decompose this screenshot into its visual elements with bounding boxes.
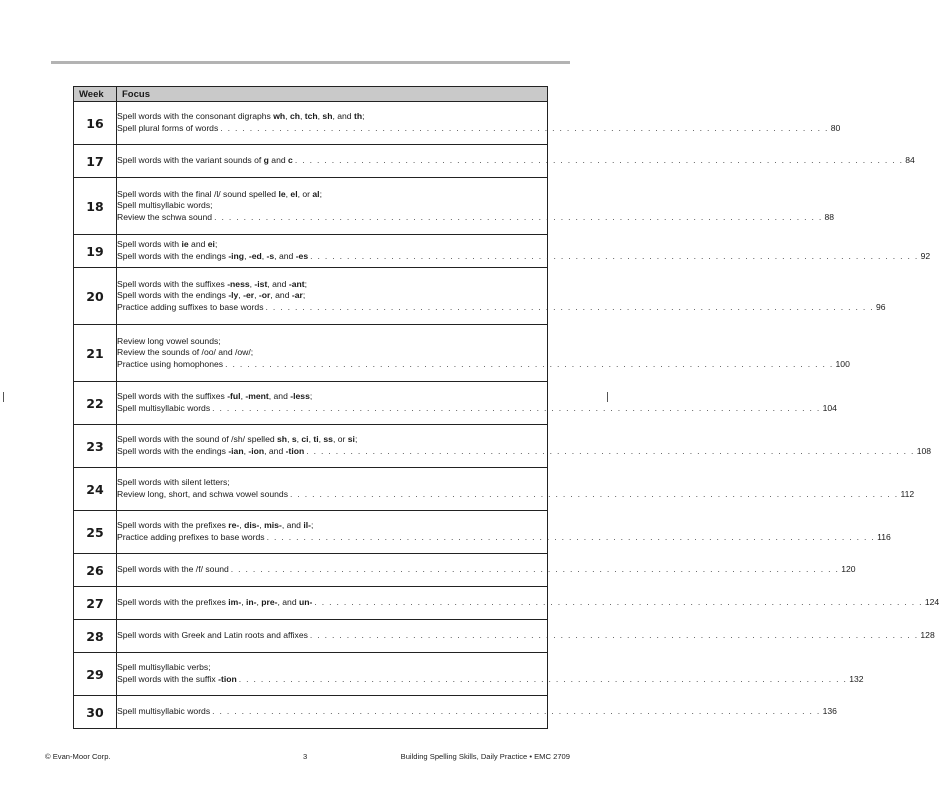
focus-line: [117, 200, 547, 212]
table-row: [74, 268, 548, 325]
focus-line-with-page: [117, 211, 835, 224]
focus-text: [117, 446, 304, 458]
week-number: 18: [74, 178, 117, 235]
text-run: Review the schwa sound: [117, 211, 213, 222]
bold-term: sh: [277, 434, 288, 445]
focus-text: [117, 251, 308, 263]
text-run: Spell words with the variant sounds of: [117, 155, 264, 166]
text-run: , and: [281, 520, 304, 531]
bold-term: -ian: [228, 446, 244, 456]
table-row: [74, 653, 548, 696]
text-run: Spell words with the sound of /sh/ spelled: [117, 434, 278, 445]
page-number: 104: [822, 403, 837, 413]
text-run: Spell multisyllabic words: [117, 706, 211, 717]
text-run: ,: [256, 597, 262, 608]
text-run: and: [268, 155, 289, 166]
bold-term: -ment: [245, 391, 269, 402]
focus-text: [117, 674, 237, 686]
text-run: Spell words with the endings: [117, 290, 229, 301]
table-row: [74, 587, 548, 620]
text-run: Spell words with the endings: [117, 446, 229, 456]
dot-leader: . . . . . . . . . . . . . . . . . . . . . . . . . . . . . . . . . . . . . . . . . . . . . . . . . . . . . . . . . . . . . . . . . . . . . . . . . . . . . . . . . . .: [309, 630, 919, 641]
focus-cell: [117, 235, 931, 268]
text-run: ,: [261, 251, 267, 261]
dot-leader: . . . . . . . . . . . . . . . . . . . . . . . . . . . . . . . . . . . . . . . . . . . . . . . . . . . . . . . . . . . . . . . . . . . . . . . . . . . . . . . . . . .: [294, 155, 904, 166]
dot-leader: . . . . . . . . . . . . . . . . . . . . . . . . . . . . . . . . . . . . . . . . . . . . . . . . . . . . . . . . . . . . . . . . . . . . . . . . . . . . . . . . . . .: [230, 564, 840, 575]
week-number: 25: [74, 511, 117, 554]
bold-term: s: [291, 434, 297, 445]
dot-leader: . . . . . . . . . . . . . . . . . . . . . . . . . . . . . . . . . . . . . . . . . . . . . . . . . . . . . . . . . . . . . . . . . . . . . . . . . . . . . . . . . . .: [310, 251, 919, 261]
week-number: 16: [74, 102, 117, 145]
text-run: ,: [299, 111, 305, 122]
page-number: 96: [875, 301, 886, 312]
bold-term: -or: [258, 290, 271, 301]
table-row: [74, 425, 548, 468]
text-run: Spell words with Greek and Latin roots and affixes: [117, 630, 308, 641]
focus-cell: [117, 554, 856, 587]
table-row: [74, 511, 548, 554]
table-row: [74, 696, 548, 729]
text-run: Spell words with the prefixes: [117, 597, 229, 608]
page-number: 124: [924, 597, 939, 608]
table-row: [74, 102, 548, 145]
dot-leader: . . . . . . . . . . . . . . . . . . . . . . . . . . . . . . . . . . . . . . . . . . . . . . . . . . . . . . . . . . . . . . . . . . . . . . . . . . . . . . . . . . .: [314, 597, 923, 608]
focus-line-with-page: [117, 674, 864, 686]
text-run: Practice using homophones: [117, 358, 224, 369]
focus-column-header: Focus: [117, 87, 548, 102]
focus-text: [117, 212, 212, 224]
bold-term: im-: [228, 597, 242, 608]
focus-line-with-page: [117, 489, 915, 501]
text-run: ;: [362, 111, 365, 122]
text-run: ,: [317, 111, 323, 122]
week-number: 28: [74, 620, 117, 653]
text-run: Spell words with the suffix: [117, 674, 219, 684]
focus-cell: [117, 511, 891, 554]
text-run: Spell words with the consonant digraphs: [117, 111, 274, 122]
crop-mark-right: [607, 392, 608, 402]
focus-line-with-page: [117, 532, 891, 544]
bold-term: -es: [295, 251, 309, 261]
bold-term: -ant: [288, 278, 305, 289]
bold-term: ei: [207, 239, 215, 250]
focus-line: [117, 477, 547, 489]
focus-line-with-page: [117, 403, 837, 415]
focus-cell: [117, 587, 939, 620]
text-run: Spell multisyllabic verbs;: [117, 662, 211, 673]
footer-book-title: Building Spelling Skills, Daily Practice • EMC 2709: [400, 752, 570, 761]
text-run: Spell words with the suffixes: [117, 278, 228, 289]
bold-term: -less: [290, 391, 310, 402]
bold-term: wh: [273, 111, 286, 122]
table-header-row: [74, 87, 548, 102]
focus-line: [117, 347, 547, 359]
week-number: 26: [74, 554, 117, 587]
text-run: , and: [264, 446, 286, 456]
bold-term: -ion: [248, 446, 265, 456]
text-run: ;: [309, 391, 313, 402]
footer-page-number: 3: [303, 752, 308, 761]
bold-term: -ful: [227, 391, 241, 402]
page-number: 132: [849, 674, 864, 684]
focus-line-with-page: [117, 358, 850, 371]
dot-leader: . . . . . . . . . . . . . . . . . . . . . . . . . . . . . . . . . . . . . . . . . . . . . . . . . . . . . . . . . . . . . . . . . . . . . . . . . . . . . . . . . . .: [306, 446, 915, 456]
page-number: 116: [877, 532, 891, 542]
focus-text: [117, 706, 210, 718]
focus-cell: [117, 620, 935, 653]
focus-cell: [117, 653, 864, 696]
footer-copyright: © Evan-Moor Corp.: [45, 752, 111, 761]
week-number: 21: [74, 325, 117, 382]
bold-term: -ly: [228, 290, 239, 301]
bold-term: -ness: [227, 278, 250, 289]
dot-leader: . . . . . . . . . . . . . . . . . . . . . . . . . . . . . . . . . . . . . . . . . . . . . . . . . . . . . . . . . . . . . . . . . . . . . . . . . . . . . . . . . . .: [212, 403, 821, 413]
focus-line: [117, 520, 547, 532]
text-run: , and: [270, 290, 292, 301]
text-run: ,: [239, 520, 245, 531]
page-number: 108: [916, 446, 932, 456]
dot-leader: . . . . . . . . . . . . . . . . . . . . . . . . . . . . . . . . . . . . . . . . . . . . . . . . . . . . . . . . . . . . . . . . . . . . . . . . . . . . . . . . . . .: [220, 123, 829, 133]
text-run: ,: [254, 290, 259, 301]
text-run: ;: [214, 239, 218, 250]
text-run: , or: [332, 434, 348, 445]
top-rule: [51, 61, 570, 64]
table-row: [74, 145, 548, 178]
week-number: 22: [74, 382, 117, 425]
focus-cell: [117, 468, 915, 511]
focus-line: [117, 290, 547, 302]
week-number: 24: [74, 468, 117, 511]
bold-term: dis-: [244, 520, 260, 531]
text-run: ;: [310, 520, 314, 531]
dot-leader: . . . . . . . . . . . . . . . . . . . . . . . . . . . . . . . . . . . . . . . . . . . . . . . . . . . . . . . . . . . . . . . . . . . . . . . . . . . . . . . . . . .: [212, 706, 821, 717]
bold-term: ti: [313, 434, 319, 445]
focus-line-with-page: [117, 123, 841, 135]
text-run: ,: [287, 434, 292, 445]
text-run: ,: [296, 434, 302, 445]
text-run: ,: [244, 251, 249, 261]
bold-term: sh: [322, 111, 333, 122]
text-run: Review long vowel sounds;: [117, 335, 221, 346]
focus-line: [117, 279, 547, 291]
text-run: ,: [285, 188, 291, 199]
text-run: ,: [249, 278, 255, 289]
focus-line: [117, 336, 547, 348]
text-run: ,: [238, 290, 244, 301]
focus-text: [117, 532, 265, 544]
focus-line: [117, 391, 547, 403]
focus-text: [117, 597, 312, 609]
focus-text: [117, 359, 223, 371]
focus-line: [117, 239, 547, 251]
page-number: 120: [841, 564, 856, 575]
week-number: 29: [74, 653, 117, 696]
dot-leader: . . . . . . . . . . . . . . . . . . . . . . . . . . . . . . . . . . . . . . . . . . . . . . . . . . . . . . . . . . . . . . . . . . . . . . . . . . . . . . . . . . .: [266, 532, 876, 542]
text-run: ,: [243, 446, 249, 456]
bold-term: ci: [301, 434, 309, 445]
text-run: ,: [240, 391, 246, 402]
bold-term: -tion: [218, 674, 237, 684]
focus-cell: [117, 178, 835, 235]
focus-text: [117, 564, 229, 576]
focus-line-with-page: [117, 251, 931, 263]
dot-leader: . . . . . . . . . . . . . . . . . . . . . . . . . . . . . . . . . . . . . . . . . . . . . . . . . . . . . . . . . . . . . . . . . . . . . . . . . . . . . . . . . . .: [238, 674, 848, 684]
focus-line: [117, 434, 547, 446]
week-number: 17: [74, 145, 117, 178]
focus-cell: [117, 102, 841, 145]
table-body: [74, 102, 939, 729]
table-row: [74, 325, 548, 382]
focus-line-with-page: [117, 564, 856, 576]
bold-term: g: [263, 155, 269, 166]
page-number: 84: [905, 155, 915, 166]
bold-term: ss: [323, 434, 333, 445]
text-run: ,: [308, 434, 314, 445]
page-number: 92: [920, 251, 931, 261]
page-number: 136: [822, 706, 837, 717]
bold-term: ch: [289, 111, 300, 122]
focus-cell: [117, 425, 932, 468]
focus-line-with-page: [117, 155, 915, 167]
week-column-header: Week: [74, 87, 117, 102]
focus-cell: [117, 145, 915, 178]
focus-line: [117, 189, 547, 201]
focus-line-with-page: [117, 706, 837, 718]
week-number: 19: [74, 235, 117, 268]
focus-cell: [117, 268, 886, 325]
text-run: ;: [354, 434, 358, 445]
bold-term: -ing: [228, 251, 245, 261]
page-number: 128: [920, 630, 935, 641]
text-run: , or: [297, 188, 313, 199]
table-row: [74, 178, 548, 235]
text-run: Spell words with the endings: [117, 251, 229, 261]
bold-term: th: [353, 111, 363, 122]
table-row: [74, 468, 548, 511]
table-row: [74, 235, 548, 268]
page-number: 88: [824, 211, 835, 222]
bold-term: el: [290, 188, 298, 199]
focus-cell: [117, 696, 837, 729]
text-run: and: [188, 239, 208, 250]
crop-mark-left: [3, 392, 4, 402]
bold-term: -s: [266, 251, 275, 261]
focus-line-with-page: [117, 597, 939, 609]
table-row: [74, 382, 548, 425]
text-run: , and: [277, 597, 300, 608]
page-number: 100: [835, 358, 850, 369]
text-run: ;: [304, 278, 307, 289]
text-run: , and: [267, 278, 289, 289]
text-run: ;: [319, 188, 322, 199]
focus-text: [117, 630, 308, 642]
text-run: , and: [332, 111, 354, 122]
bold-term: re-: [228, 520, 240, 531]
focus-text: [117, 155, 293, 167]
dot-leader: . . . . . . . . . . . . . . . . . . . . . . . . . . . . . . . . . . . . . . . . . . . . . . . . . . . . . . . . . . . . . . . . . . . . . . . . . . . . . . . . . . .: [265, 301, 874, 312]
text-run: ,: [259, 520, 265, 531]
text-run: Review long, short, and schwa vowel sounds: [117, 489, 289, 499]
bold-term: -ar: [291, 290, 303, 301]
text-run: Spell words with the suffixes: [117, 391, 228, 402]
bold-term: un-: [299, 597, 313, 608]
dot-leader: . . . . . . . . . . . . . . . . . . . . . . . . . . . . . . . . . . . . . . . . . . . . . . . . . . . . . . . . . . . . . . . . . . . . . . . . . . . . . . . . . . .: [290, 489, 899, 499]
week-number: 20: [74, 268, 117, 325]
page-number: 80: [830, 123, 841, 133]
dot-leader: . . . . . . . . . . . . . . . . . . . . . . . . . . . . . . . . . . . . . . . . . . . . . . . . . . . . . . . . . . . . . . . . . . . . . . . . . . . . . . . . . . .: [214, 211, 823, 222]
text-run: ,: [241, 597, 246, 608]
week-number: 27: [74, 587, 117, 620]
page-number: 112: [900, 489, 915, 499]
focus-cell: [117, 325, 850, 382]
text-run: Spell multisyllabic words;: [117, 200, 213, 211]
text-run: ,: [285, 111, 290, 122]
bold-term: ie: [181, 239, 189, 250]
bold-term: -tion: [285, 446, 305, 456]
focus-line: [117, 111, 547, 123]
bold-term: al: [312, 188, 320, 199]
focus-line-with-page: [117, 630, 935, 642]
text-run: Spell plural forms of words: [117, 123, 219, 133]
bold-term: il-: [303, 520, 311, 531]
bold-term: si: [347, 434, 355, 445]
bold-term: c: [288, 155, 293, 166]
focus-text: [117, 123, 218, 135]
focus-text: [117, 403, 210, 415]
text-run: Spell words with: [117, 239, 182, 250]
text-run: Practice adding prefixes to base words: [117, 532, 265, 542]
text-run: Practice adding suffixes to base words: [117, 301, 264, 312]
text-run: Spell words with the prefixes: [117, 520, 229, 531]
text-run: , and: [274, 251, 296, 261]
bold-term: mis-: [264, 520, 282, 531]
text-run: Spell multisyllabic words: [117, 403, 211, 413]
focus-line: [117, 662, 547, 674]
focus-cell: [117, 382, 837, 425]
bold-term: -ed: [248, 251, 262, 261]
contents-table: [73, 86, 939, 729]
bold-term: in-: [245, 597, 257, 608]
text-run: Spell words with silent letters;: [117, 477, 230, 488]
text-run: Review the sounds of /oo/ and /ow/;: [117, 347, 254, 358]
table-row: [74, 554, 548, 587]
focus-text: [117, 489, 288, 501]
bold-term: le: [278, 188, 286, 199]
focus-line-with-page: [117, 301, 886, 314]
text-run: Spell words with the /f/ sound: [117, 564, 229, 575]
dot-leader: . . . . . . . . . . . . . . . . . . . . . . . . . . . . . . . . . . . . . . . . . . . . . . . . . . . . . . . . . . . . . . . . . . . . . . . . . . . . . . . . . . .: [225, 358, 834, 369]
table-row: [74, 620, 548, 653]
bold-term: -er: [243, 290, 255, 301]
text-run: , and: [268, 391, 291, 402]
bold-term: pre-: [261, 597, 278, 608]
week-number: 30: [74, 696, 117, 729]
text-run: ,: [318, 434, 324, 445]
bold-term: tch: [304, 111, 318, 122]
focus-line-with-page: [117, 446, 932, 458]
text-run: ;: [302, 290, 306, 301]
bold-term: -ist: [254, 278, 268, 289]
text-run: Spell words with the final /l/ sound spelled: [117, 188, 279, 199]
focus-text: [117, 302, 264, 314]
week-number: 23: [74, 425, 117, 468]
